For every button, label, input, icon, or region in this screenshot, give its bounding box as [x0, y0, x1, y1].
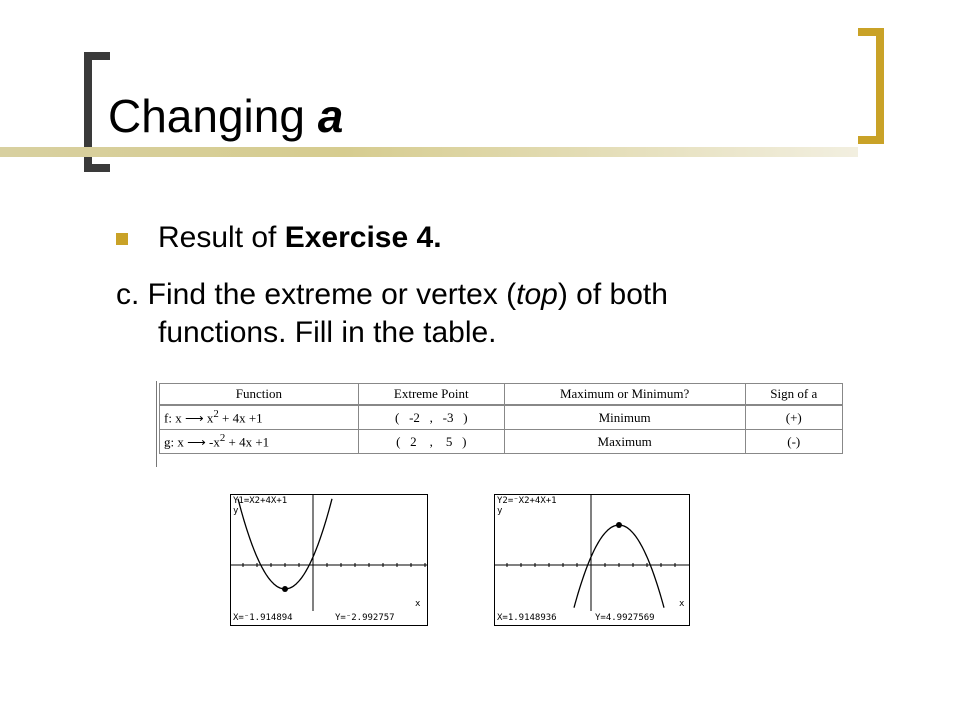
- cell-function: [160, 405, 359, 430]
- function-exponent: 2: [219, 432, 226, 445]
- bullet-text: [158, 218, 442, 258]
- cell-function: [160, 430, 359, 454]
- header-max-min: Maximum or Minimum?: [504, 384, 745, 406]
- table-row: [160, 430, 843, 454]
- cursor-x-readout: X=⁻1.914894: [233, 613, 293, 623]
- cell-max-min: Maximum: [504, 430, 745, 454]
- function-prefix: f: x ⟶ x: [164, 410, 214, 426]
- para-line1-italic: top: [516, 278, 558, 311]
- cursor-y-readout: Y=⁻2.992757: [335, 613, 395, 623]
- calculator-screen-f: [230, 494, 428, 626]
- vertex-cursor: [616, 522, 622, 528]
- x-axis-label: x: [415, 599, 421, 609]
- header-sign: Sign of a: [745, 384, 842, 406]
- equation-label: Y1=X2+4X+1: [233, 496, 288, 506]
- header-extreme-point: Extreme Point: [358, 384, 504, 406]
- cursor-y-readout: Y=4.9927569: [595, 613, 655, 623]
- table-row: [160, 405, 843, 430]
- y-axis-label: y: [497, 506, 503, 516]
- exercise-table: [159, 383, 843, 454]
- function-suffix: + 4x +1: [218, 410, 263, 426]
- cell-extreme-point: ( -2 , -3 ): [358, 405, 504, 430]
- y-axis-label: y: [233, 506, 239, 516]
- header-function: Function: [160, 384, 359, 406]
- function-exponent: 2: [213, 408, 219, 421]
- title-variable: a: [317, 90, 344, 142]
- cell-extreme-point: ( 2 , 5 ): [358, 430, 504, 454]
- cell-max-min: Minimum: [504, 405, 745, 430]
- para-line1-b: ) of both: [557, 278, 668, 311]
- title-bracket-right: [858, 28, 884, 144]
- graph-f: [231, 495, 427, 625]
- x-axis-label: x: [679, 599, 685, 609]
- function-suffix: + 4x +1: [225, 434, 270, 450]
- cursor-x-readout: X=1.9148936: [497, 613, 557, 623]
- cell-sign: (+): [745, 405, 842, 430]
- vertex-cursor: [282, 586, 288, 592]
- para-line2: functions. Fill in the table.: [158, 316, 497, 349]
- title-text: Changing: [108, 90, 318, 142]
- function-prefix: g: x ⟶ -x: [164, 434, 220, 450]
- slide-title: [108, 88, 343, 144]
- instruction-paragraph: [116, 276, 836, 352]
- calculator-screen-g: [494, 494, 690, 626]
- table-header-row: [160, 384, 843, 406]
- cell-sign: (-): [745, 430, 842, 454]
- exercise-table-frame: [156, 381, 845, 467]
- bullet-prefix: Result of: [158, 221, 285, 254]
- title-underline: [0, 147, 858, 157]
- function-curve: [238, 499, 332, 589]
- graph-g: [495, 495, 689, 625]
- bullet-marker: [116, 233, 128, 245]
- equation-label: Y2=⁻X2+4X+1: [497, 496, 557, 506]
- bullet-bold: Exercise 4.: [284, 221, 442, 254]
- para-line1-a: c. Find the extreme or vertex (: [116, 278, 517, 311]
